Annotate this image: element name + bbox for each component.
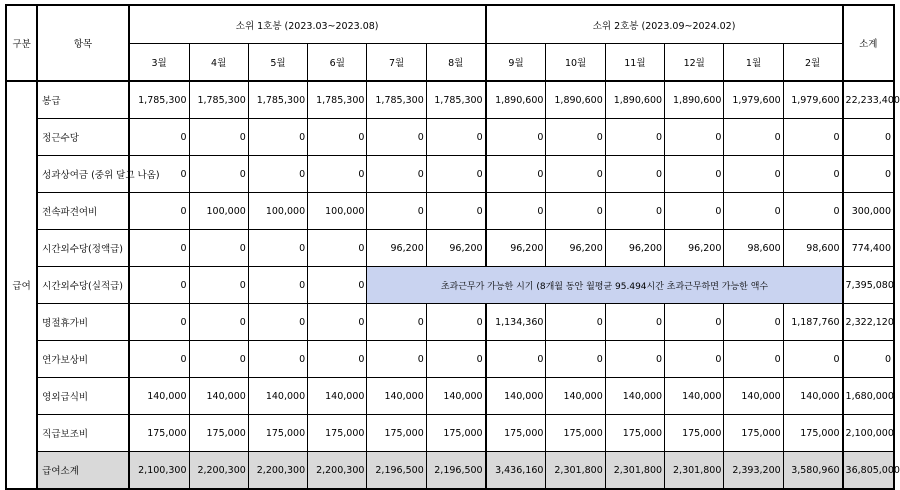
cell-value: 175,000 xyxy=(724,415,783,452)
cell-value: 140,000 xyxy=(367,378,426,415)
cell-value: 140,000 xyxy=(129,378,189,415)
cell-value: 1,890,600 xyxy=(605,81,664,119)
table-row xyxy=(6,193,894,230)
table-row xyxy=(6,267,894,304)
total-label: 급여소계 xyxy=(37,452,129,490)
cell-value: 1,785,300 xyxy=(308,81,367,119)
header-month: 10월 xyxy=(546,44,605,82)
cell-value: 0 xyxy=(308,156,367,193)
cell-value: 100,000 xyxy=(189,193,248,230)
total-value: 2,393,200 xyxy=(724,452,783,490)
cell-value: 0 xyxy=(546,156,605,193)
cell-value: 98,600 xyxy=(724,230,783,267)
cell-value: 0 xyxy=(129,230,189,267)
cell-value: 1,187,760 xyxy=(783,304,842,341)
cell-value: 1,785,300 xyxy=(367,81,426,119)
header-item: 항목 xyxy=(37,5,129,81)
total-value: 3,436,160 xyxy=(486,452,546,490)
cell-value: 0 xyxy=(486,119,546,156)
table-row xyxy=(6,341,894,378)
cell-value: 175,000 xyxy=(605,415,664,452)
cell-value: 0 xyxy=(248,156,307,193)
cell-value: 140,000 xyxy=(724,378,783,415)
cell-value: 140,000 xyxy=(546,378,605,415)
cell-value: 0 xyxy=(783,119,842,156)
cell-value: 0 xyxy=(248,119,307,156)
cell-subtotal: 2,322,120 xyxy=(843,304,894,341)
cell-value: 0 xyxy=(367,156,426,193)
cell-value: 98,600 xyxy=(783,230,842,267)
table-row xyxy=(6,119,894,156)
total-value: 2,301,800 xyxy=(605,452,664,490)
total-value: 2,200,300 xyxy=(308,452,367,490)
salary-table-container xyxy=(5,4,900,490)
total-value: 2,196,500 xyxy=(426,452,485,490)
table-row xyxy=(6,415,894,452)
cell-value: 0 xyxy=(486,156,546,193)
cell-value: 1,785,300 xyxy=(426,81,485,119)
cell-value: 140,000 xyxy=(665,378,724,415)
header-subtotal: 소계 xyxy=(843,5,894,81)
cell-value: 140,000 xyxy=(783,378,842,415)
cell-value: 96,200 xyxy=(665,230,724,267)
row-label: 시간외수당(정액급) xyxy=(37,230,129,267)
table-row xyxy=(6,156,894,193)
cell-value: 140,000 xyxy=(426,378,485,415)
row-label: 전속파견여비 xyxy=(37,193,129,230)
cell-value: 0 xyxy=(605,119,664,156)
cell-value: 1,890,600 xyxy=(486,81,546,119)
cell-value: 0 xyxy=(367,119,426,156)
cell-value: 175,000 xyxy=(189,415,248,452)
header-month: 1월 xyxy=(724,44,783,82)
cell-value: 1,785,300 xyxy=(189,81,248,119)
row-label: 성과상여금 (중위 달고 나옴) xyxy=(37,156,129,193)
header-month: 7월 xyxy=(367,44,426,82)
cell-value: 0 xyxy=(605,304,664,341)
cell-subtotal: 0 xyxy=(843,341,894,378)
cell-value: 0 xyxy=(426,193,485,230)
total-value: 2,100,300 xyxy=(129,452,189,490)
cell-value: 0 xyxy=(724,156,783,193)
cell-value: 96,200 xyxy=(546,230,605,267)
cell-value: 0 xyxy=(248,341,307,378)
cell-value: 175,000 xyxy=(783,415,842,452)
cell-value: 0 xyxy=(426,304,485,341)
cell-value: 1,890,600 xyxy=(546,81,605,119)
cell-value: 0 xyxy=(189,267,248,304)
row-label: 봉급 xyxy=(37,81,129,119)
table-row xyxy=(6,230,894,267)
header-month: 11월 xyxy=(605,44,664,82)
cell-value: 0 xyxy=(783,193,842,230)
salary-table xyxy=(5,4,900,490)
header-group-1: 소위 1호봉 (2023.03~2023.08) xyxy=(129,5,486,44)
cell-subtotal: 0 xyxy=(843,156,894,193)
cell-value: 140,000 xyxy=(308,378,367,415)
cell-value: 175,000 xyxy=(486,415,546,452)
cell-value: 175,000 xyxy=(367,415,426,452)
cell-value: 0 xyxy=(546,341,605,378)
cell-value: 0 xyxy=(367,341,426,378)
cell-value: 0 xyxy=(189,119,248,156)
header-row-months xyxy=(6,44,894,82)
cell-value: 0 xyxy=(486,341,546,378)
table-row xyxy=(6,378,894,415)
header-month: 12월 xyxy=(665,44,724,82)
cell-value: 140,000 xyxy=(248,378,307,415)
row-label: 연가보상비 xyxy=(37,341,129,378)
table-row xyxy=(6,81,894,119)
cell-value: 0 xyxy=(724,193,783,230)
cell-value: 0 xyxy=(426,156,485,193)
cell-value: 1,979,600 xyxy=(724,81,783,119)
cell-value: 96,200 xyxy=(426,230,485,267)
cell-value: 0 xyxy=(783,341,842,378)
cell-value: 0 xyxy=(665,304,724,341)
category-salary: 급여 xyxy=(6,81,37,489)
cell-value: 0 xyxy=(308,230,367,267)
cell-subtotal: 300,000 xyxy=(843,193,894,230)
total-value: 2,200,300 xyxy=(248,452,307,490)
cell-value: 100,000 xyxy=(248,193,307,230)
cell-value: 0 xyxy=(129,119,189,156)
cell-value: 0 xyxy=(546,119,605,156)
cell-value: 1,134,360 xyxy=(486,304,546,341)
cell-value: 175,000 xyxy=(308,415,367,452)
cell-value: 0 xyxy=(783,156,842,193)
total-subtotal: 36,805,000 xyxy=(843,452,894,490)
cell-value: 0 xyxy=(189,156,248,193)
cell-value: 140,000 xyxy=(605,378,664,415)
cell-value: 0 xyxy=(308,267,367,304)
cell-value: 175,000 xyxy=(546,415,605,452)
cell-value: 175,000 xyxy=(248,415,307,452)
cell-value: 0 xyxy=(665,156,724,193)
cell-value: 0 xyxy=(367,193,426,230)
header-category: 구분 xyxy=(6,5,37,81)
cell-value: 0 xyxy=(367,304,426,341)
cell-value: 0 xyxy=(426,119,485,156)
cell-value: 0 xyxy=(724,304,783,341)
total-value: 2,301,800 xyxy=(546,452,605,490)
row-label: 명절휴가비 xyxy=(37,304,129,341)
cell-subtotal: 2,100,000 xyxy=(843,415,894,452)
cell-value: 0 xyxy=(308,304,367,341)
cell-value: 1,890,600 xyxy=(665,81,724,119)
header-month: 9월 xyxy=(486,44,546,82)
cell-value: 0 xyxy=(546,304,605,341)
header-month: 2월 xyxy=(783,44,842,82)
cell-subtotal: 7,395,080 xyxy=(843,267,894,304)
header-group-2: 소위 2호봉 (2023.09~2024.02) xyxy=(486,5,843,44)
row-label: 시간외수당(실적급) xyxy=(37,267,129,304)
cell-value: 0 xyxy=(605,193,664,230)
header-row-groups xyxy=(6,5,894,44)
cell-value: 0 xyxy=(129,156,189,193)
cell-value: 96,200 xyxy=(367,230,426,267)
cell-value: 0 xyxy=(546,193,605,230)
total-value: 2,301,800 xyxy=(665,452,724,490)
cell-value: 140,000 xyxy=(486,378,546,415)
cell-value: 0 xyxy=(129,193,189,230)
header-month: 5월 xyxy=(248,44,307,82)
cell-subtotal: 22,233,400 xyxy=(843,81,894,119)
cell-value: 100,000 xyxy=(308,193,367,230)
cell-value: 0 xyxy=(724,119,783,156)
cell-value: 0 xyxy=(189,230,248,267)
total-value: 3,580,960 xyxy=(783,452,842,490)
cell-value: 140,000 xyxy=(189,378,248,415)
header-month: 8월 xyxy=(426,44,485,82)
cell-value: 0 xyxy=(665,193,724,230)
cell-value: 1,785,300 xyxy=(129,81,189,119)
cell-value: 0 xyxy=(486,193,546,230)
cell-value: 96,200 xyxy=(486,230,546,267)
overtime-note: 초과근무가 가능한 시기 (8개월 동안 월평균 95.494시간 초과근무하면 가능한 액수 xyxy=(367,267,843,304)
cell-subtotal: 774,400 xyxy=(843,230,894,267)
row-label: 정근수당 xyxy=(37,119,129,156)
cell-value: 0 xyxy=(605,156,664,193)
cell-value: 0 xyxy=(248,267,307,304)
header-month: 4월 xyxy=(189,44,248,82)
cell-value: 0 xyxy=(248,304,307,341)
cell-value: 0 xyxy=(129,341,189,378)
cell-value: 1,785,300 xyxy=(248,81,307,119)
cell-subtotal: 0 xyxy=(843,119,894,156)
cell-value: 0 xyxy=(308,119,367,156)
total-value: 2,196,500 xyxy=(367,452,426,490)
cell-value: 0 xyxy=(308,341,367,378)
cell-value: 0 xyxy=(248,230,307,267)
cell-value: 0 xyxy=(665,341,724,378)
table-row xyxy=(6,304,894,341)
row-label: 영외급식비 xyxy=(37,378,129,415)
cell-value: 0 xyxy=(426,341,485,378)
total-value: 2,200,300 xyxy=(189,452,248,490)
header-month: 3월 xyxy=(129,44,189,82)
cell-value: 0 xyxy=(189,341,248,378)
cell-value: 0 xyxy=(189,304,248,341)
total-row xyxy=(6,452,894,490)
cell-value: 175,000 xyxy=(426,415,485,452)
cell-value: 0 xyxy=(724,341,783,378)
cell-value: 0 xyxy=(665,119,724,156)
header-month: 6월 xyxy=(308,44,367,82)
cell-subtotal: 1,680,000 xyxy=(843,378,894,415)
cell-value: 0 xyxy=(129,267,189,304)
cell-value: 175,000 xyxy=(665,415,724,452)
cell-value: 0 xyxy=(605,341,664,378)
row-label: 직급보조비 xyxy=(37,415,129,452)
cell-value: 1,979,600 xyxy=(783,81,842,119)
cell-value: 96,200 xyxy=(605,230,664,267)
cell-value: 0 xyxy=(129,304,189,341)
cell-value: 175,000 xyxy=(129,415,189,452)
